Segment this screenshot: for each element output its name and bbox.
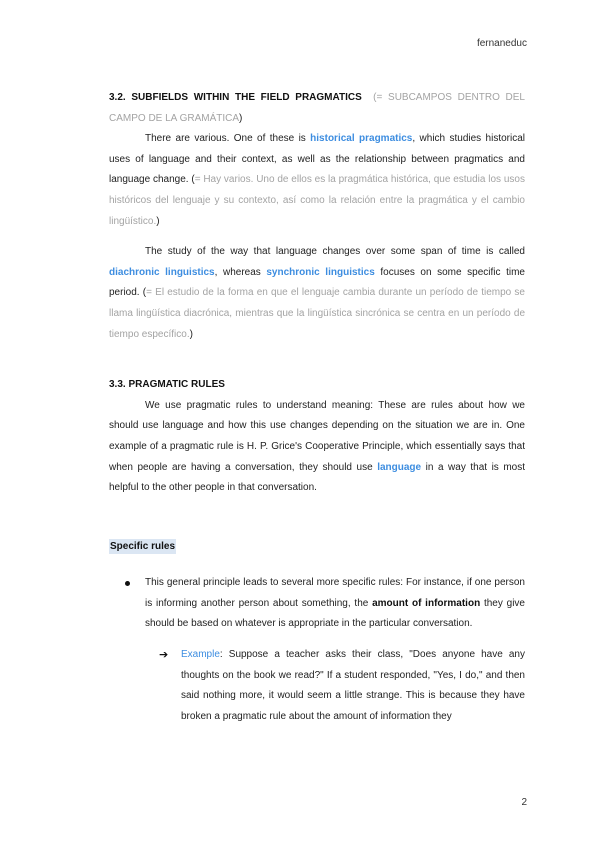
section-32-heading: 3.2. SUBFIELDS WITHIN THE FIELD PRAGMATICS (109, 92, 362, 103)
section-33-heading: 3.3. PRAGMATIC RULES (109, 379, 225, 391)
text-run: This general principle leads to several more specific rules: For instance, if one person is informing another person about something, the (145, 577, 525, 609)
bullet-icon (125, 581, 130, 586)
spanish-translation: = El estudio de la forma en que el lenguaje cambia durante un período de tiempo se llama lingüística diacrónica, mientras que la lingüística sincrónica se centra en un período de tiempo específico. (109, 287, 525, 340)
text-run: in a way that is most helpful to the other people in that conversation. (109, 461, 525, 494)
specific-rules-heading: Specific rules (110, 540, 176, 552)
header-author: fernaneduc (476, 38, 527, 49)
text-run: ) (156, 215, 160, 227)
bold-term: amount of information (372, 597, 481, 609)
text-run: they give should be based on whatever is appropriate in the particular conversation. (145, 597, 525, 630)
link-historical-pragmatics[interactable]: historical pragmatics (310, 133, 413, 145)
spanish-translation: = Hay varios. Uno de ellos es la pragmática histórica, que estudia los usos históricos del lenguaje y su contexto, así como la relación entre la pragmática y el cambio lingüístico. (109, 174, 525, 227)
section-32-heading-line (109, 88, 525, 129)
link-synchronic-linguistics[interactable]: synchronic linguistics (266, 266, 375, 278)
text-run: There are various. One of these is (145, 133, 311, 145)
list-item (109, 573, 525, 635)
text-run: ) (189, 328, 193, 340)
section-33-paragraph-1 (109, 396, 525, 499)
arrow-right-icon: ➔ (159, 649, 169, 662)
text-run: We use pragmatic rules to understand meaning: These are rules about how we should use language and how this use changes depending on the situation we are in. One example of a pragmatic rule is H. P. Grice's Cooperative Principle, which essentially says that when people are having a conversation, they should use (109, 399, 525, 473)
text-run: , whereas (214, 266, 267, 278)
bullet-list (109, 573, 525, 727)
section-32-paragraph-1 (109, 129, 525, 232)
document-body (109, 88, 525, 727)
link-language[interactable]: language (377, 461, 422, 473)
link-diachronic-linguistics[interactable]: diachronic linguistics (109, 266, 215, 278)
text-run: focuses on some specific time period. ( (109, 266, 525, 299)
text-run: The study of the way that language changes over some span of time is called (145, 246, 525, 258)
section-32-heading-close: ) (239, 112, 243, 124)
section-32-paragraph-2 (109, 242, 525, 345)
page-number: 2 (521, 797, 527, 808)
example-label: Example (181, 649, 220, 661)
example-text: : Suppose a teacher asks their class, "Does anyone have any thoughts on the book we read?" If a student responded, "Yes, I do," and then said nothing more, it would seem a little strange. This is because they have broken a pragmatic rule about the amount of information they (181, 649, 525, 722)
text-run: , which studies historical uses of language and their context, as well as the relationship between pragmatics and language change. ( (109, 133, 525, 186)
section-32-heading-translation: (= SUBCAMPOS DENTRO DEL CAMPO DE LA GRAMÁTICA (109, 92, 525, 124)
sub-list-item-example (109, 645, 525, 727)
